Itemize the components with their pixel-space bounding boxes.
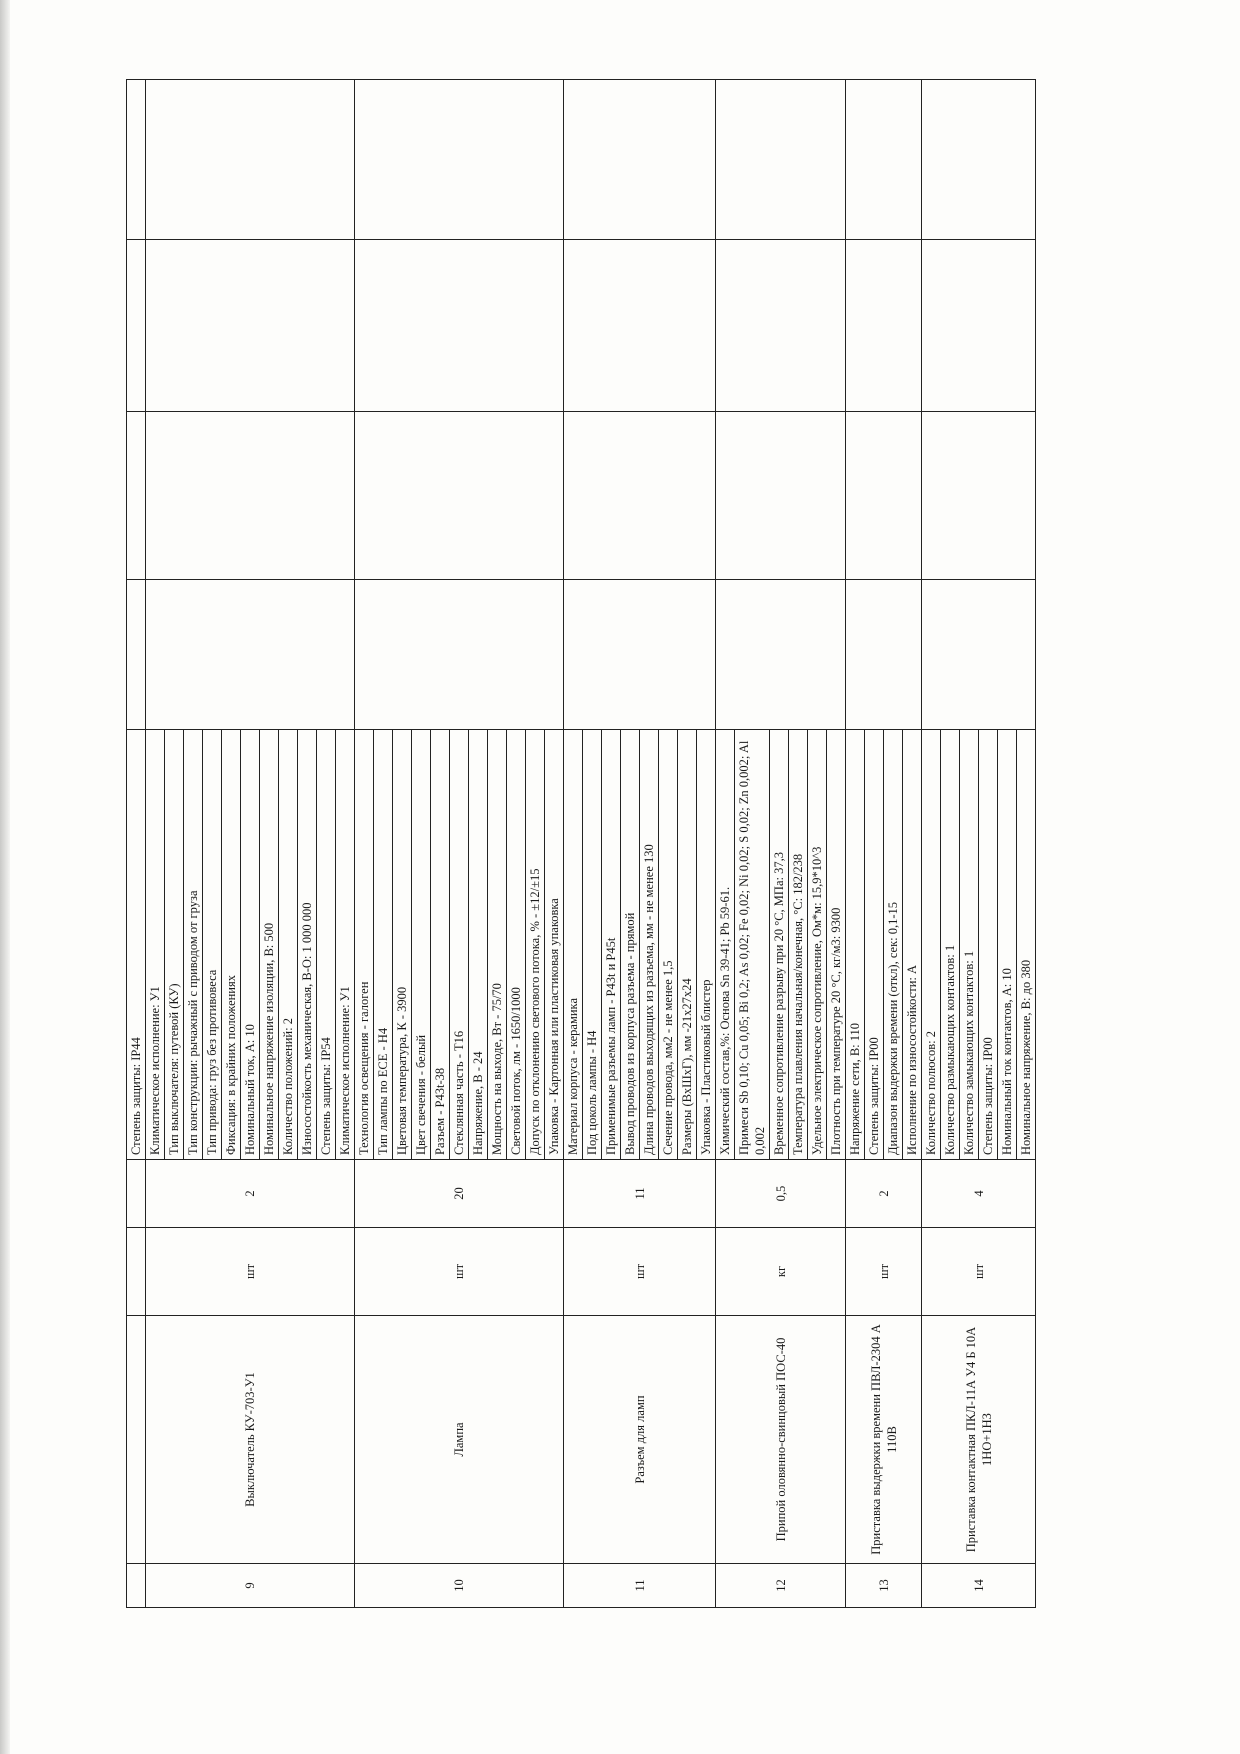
empty-cell bbox=[127, 1316, 146, 1564]
attribute-cell: Тип лампы по ECE - H4 bbox=[374, 730, 393, 1160]
quantity: 0,5 bbox=[716, 1160, 846, 1228]
unit-of-measure: шт bbox=[846, 1228, 922, 1316]
table-row bbox=[846, 80, 865, 1608]
empty-cell bbox=[846, 240, 922, 412]
attribute-cell: Под цоколь лампы - H4 bbox=[583, 730, 602, 1160]
item-name: Припой оловянно-свинцовый ПОС-40 bbox=[716, 1316, 846, 1564]
attribute-cell: Световой поток, лм - 1650/1000 bbox=[507, 730, 526, 1160]
empty-cell bbox=[127, 80, 146, 240]
empty-cell bbox=[922, 412, 1036, 580]
row-number: 14 bbox=[922, 1564, 1036, 1608]
item-name: Лампа bbox=[355, 1316, 564, 1564]
empty-cell bbox=[127, 1564, 146, 1608]
attribute-cell: Количество положений: 2 bbox=[279, 730, 298, 1160]
empty-cell bbox=[716, 80, 846, 240]
attribute-cell: Количество полюсов: 2 bbox=[922, 730, 941, 1160]
attribute-cell: Длина проводов выходящих из разъема, мм - не менее 130 bbox=[640, 730, 659, 1160]
specification-table bbox=[126, 79, 1036, 1608]
row-number: 12 bbox=[716, 1564, 846, 1608]
attribute-cell: Номинальное напряжение изоляции, В: 500 bbox=[260, 730, 279, 1160]
attribute-cell: Степень защиты: IP44 bbox=[127, 730, 146, 1160]
attribute-cell: Степень защиты: IP00 bbox=[865, 730, 884, 1160]
attribute-cell: Примеси Sb 0,10; Cu 0,05; Bi 0,2; As 0,02; Fe 0,02; Ni 0,02; S 0,02; Zn 0,002; Al 0,002 bbox=[735, 730, 770, 1160]
unit-of-measure: кг bbox=[716, 1228, 846, 1316]
attribute-cell: Количество размыкающих контактов: 1 bbox=[941, 730, 960, 1160]
empty-cell bbox=[146, 80, 355, 240]
row-number: 9 bbox=[146, 1564, 355, 1608]
empty-cell bbox=[127, 412, 146, 580]
empty-cell bbox=[146, 412, 355, 580]
attribute-cell: Упаковка - Пластиковый блистер bbox=[697, 730, 716, 1160]
attribute-cell: Технология освещения - галоген bbox=[355, 730, 374, 1160]
attribute-cell: Климатическое исполнение: У1 bbox=[336, 730, 355, 1160]
empty-cell bbox=[146, 240, 355, 412]
attribute-cell: Удельное электрическое сопротивление, Ом*м: 15,9*10^3 bbox=[808, 730, 827, 1160]
empty-cell bbox=[355, 580, 564, 730]
attribute-cell: Материал корпуса - керамика bbox=[564, 730, 583, 1160]
attribute-cell: Климатическое исполнение: У1 bbox=[146, 730, 165, 1160]
table-row bbox=[922, 80, 941, 1608]
empty-cell bbox=[716, 240, 846, 412]
attribute-cell: Напряжение, В - 24 bbox=[469, 730, 488, 1160]
attribute-cell: Тип привода: груз без противовеса bbox=[203, 730, 222, 1160]
empty-cell bbox=[922, 580, 1036, 730]
attribute-cell: Цвет свечения - белый bbox=[412, 730, 431, 1160]
row-number: 11 bbox=[564, 1564, 716, 1608]
attribute-cell: Номинальный ток контактов, А: 10 bbox=[998, 730, 1017, 1160]
empty-cell bbox=[564, 80, 716, 240]
quantity: 2 bbox=[846, 1160, 922, 1228]
empty-cell bbox=[355, 412, 564, 580]
attribute-cell: Стеклянная часть - T16 bbox=[450, 730, 469, 1160]
empty-cell bbox=[127, 1160, 146, 1228]
attribute-cell: Цветовая температура, К - 3900 bbox=[393, 730, 412, 1160]
unit-of-measure: шт bbox=[355, 1228, 564, 1316]
attribute-cell: Размеры (ВхШхГ), мм -21x27x24 bbox=[678, 730, 697, 1160]
table-row bbox=[564, 80, 583, 1608]
attribute-cell: Температура плавления начальная/конечная, °С: 182/238 bbox=[789, 730, 808, 1160]
empty-cell bbox=[846, 412, 922, 580]
empty-cell bbox=[127, 580, 146, 730]
table-row bbox=[146, 80, 165, 1608]
empty-cell bbox=[355, 240, 564, 412]
table-row bbox=[127, 80, 146, 1608]
attribute-cell: Тип конструкции: рычажный с приводом от груза bbox=[184, 730, 203, 1160]
attribute-cell: Упаковка - Картонная или пластиковая упаковка bbox=[545, 730, 564, 1160]
empty-cell bbox=[564, 412, 716, 580]
quantity: 2 bbox=[146, 1160, 355, 1228]
attribute-cell: Временное сопротивление разрыву при 20 °С, МПа: 37,3 bbox=[770, 730, 789, 1160]
item-name: Приставка контактная ПКЛ-11А У4 Б 10А 1НО+1НЗ bbox=[922, 1316, 1036, 1564]
item-name: Выключатель КУ-703-У1 bbox=[146, 1316, 355, 1564]
empty-cell bbox=[564, 240, 716, 412]
attribute-cell: Применимые разъемы ламп - P43t и P45t bbox=[602, 730, 621, 1160]
attribute-cell: Напряжение сети, В: 110 bbox=[846, 730, 865, 1160]
attribute-cell: Мощность на выходе, Вт - 75/70 bbox=[488, 730, 507, 1160]
unit-of-measure: шт bbox=[564, 1228, 716, 1316]
attribute-cell: Износостойкость механическая, В-О: 1 000 000 bbox=[298, 730, 317, 1160]
empty-cell bbox=[146, 580, 355, 730]
empty-cell bbox=[922, 80, 1036, 240]
attribute-cell: Плотность при температуре 20 °С, кг/м3: 9300 bbox=[827, 730, 846, 1160]
attribute-cell: Фиксация: в крайних положениях bbox=[222, 730, 241, 1160]
attribute-cell: Допуск по отклонению светового потока, % - ±12/±15 bbox=[526, 730, 545, 1160]
empty-cell bbox=[716, 580, 846, 730]
attribute-cell: Тип выключателя: путевой (КУ) bbox=[165, 730, 184, 1160]
attribute-cell: Степень защиты: IP54 bbox=[317, 730, 336, 1160]
row-number: 13 bbox=[846, 1564, 922, 1608]
empty-cell bbox=[716, 412, 846, 580]
empty-cell bbox=[846, 580, 922, 730]
table-body bbox=[127, 80, 1036, 1608]
attribute-cell: Химический состав,%: Основа Sn 39-41; Pb 59-61. bbox=[716, 730, 735, 1160]
unit-of-measure: шт bbox=[146, 1228, 355, 1316]
attribute-cell: Степень защиты: IP00 bbox=[979, 730, 998, 1160]
empty-cell bbox=[127, 240, 146, 412]
quantity: 4 bbox=[922, 1160, 1036, 1228]
attribute-cell: Сечение провода, мм2 - не менее 1,5 bbox=[659, 730, 678, 1160]
item-name: Разъем для ламп bbox=[564, 1316, 716, 1564]
empty-cell bbox=[127, 1228, 146, 1316]
attribute-cell: Количество замыкающих контактов: 1 bbox=[960, 730, 979, 1160]
empty-cell bbox=[846, 80, 922, 240]
table-row bbox=[716, 80, 735, 1608]
attribute-cell: Вывод проводов из корпуса разъема - прямой bbox=[621, 730, 640, 1160]
table-row bbox=[355, 80, 374, 1608]
attribute-cell: Номинальное напряжение, В: до 380 bbox=[1017, 730, 1036, 1160]
row-number: 10 bbox=[355, 1564, 564, 1608]
attribute-cell: Исполнение по износостойкости: А bbox=[903, 730, 922, 1160]
attribute-cell: Диапазон выдержки времени (откл), сек: 0,1-15 bbox=[884, 730, 903, 1160]
attribute-cell: Номинальный ток, А: 10 bbox=[241, 730, 260, 1160]
empty-cell bbox=[922, 240, 1036, 412]
empty-cell bbox=[355, 80, 564, 240]
attribute-cell: Разъем - P43t-38 bbox=[431, 730, 450, 1160]
quantity: 11 bbox=[564, 1160, 716, 1228]
quantity: 20 bbox=[355, 1160, 564, 1228]
item-name: Приставка выдержки времени ПВЛ-2304 А 110В bbox=[846, 1316, 922, 1564]
unit-of-measure: шт bbox=[922, 1228, 1036, 1316]
empty-cell bbox=[564, 580, 716, 730]
